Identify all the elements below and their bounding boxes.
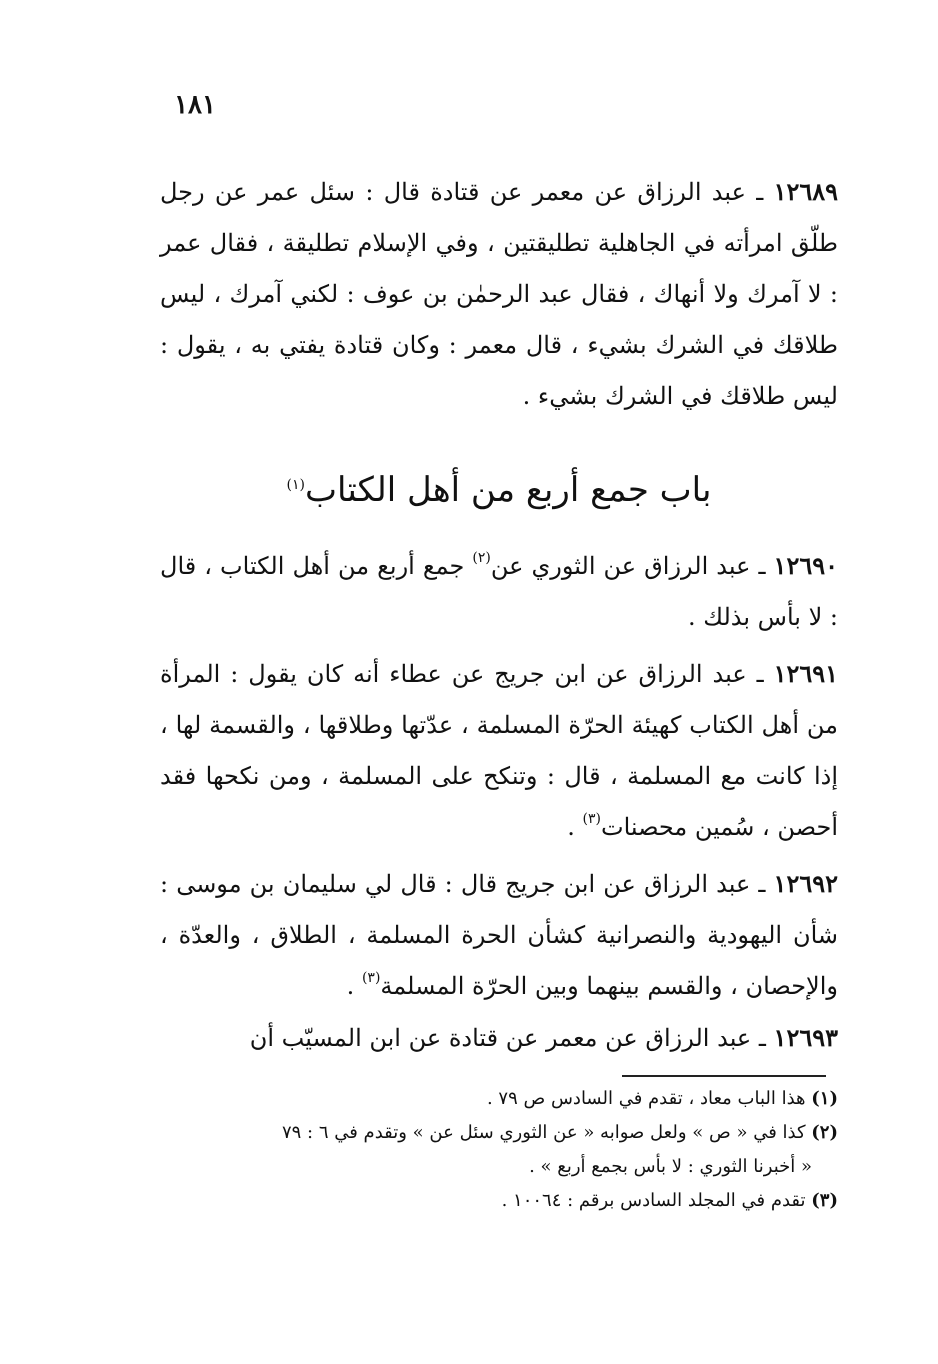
page-number: ١٨١: [174, 90, 216, 120]
hadith-12692: [160, 858, 838, 1012]
chapter-heading: [160, 460, 838, 520]
footnote-ref: (٣): [361, 970, 381, 986]
hadith-number: ١٢٦٩٠: [773, 551, 838, 580]
hadith-text: ـ عبد الرزاق عن ابن جريج قال : قال لي سليمان بن موسى : شأن اليهودية والنصرانية كشأن الحرة المسلمة ، الطلاق ، والعدّة ، والإحصان ، والقسم بينهما وبين الحرّة المسلمة: [160, 870, 838, 1000]
footnote-2-continued: [158, 1150, 838, 1184]
hadith-text: ـ عبد الرزاق عن معمر عن قتادة قال : سئل عمر عن رجل طلّق امرأته في الجاهلية تطليقتين ، وفي الإسلام تطليقة ، فقال عمر : لا آمرك ولا أنهاك ، فقال عبد الرحمٰن بن عوف : لكني آمرك ، ليس طلاقك في الشرك بشيء ، قال معمر : وكان قتادة يفتي به ، يقول : ليس طلاقك في الشرك بشيء .: [160, 178, 838, 410]
footnote-2: [158, 1116, 838, 1150]
footnote-ref: (٣): [582, 811, 601, 827]
hadith-12690: [160, 540, 838, 643]
footnote-text: « أخبرنا الثوري : لا بأس بجمع أربع » .: [529, 1156, 812, 1177]
hadith-12693: [160, 1012, 838, 1064]
footnote-mark: (١): [811, 1088, 838, 1109]
footnote-ref: (١): [286, 477, 305, 493]
footnote-divider: [622, 1075, 826, 1077]
hadith-text: ـ عبد الرزاق عن ابن جريج عن عطاء أنه كان يقول : المرأة من أهل الكتاب كهيئة الحرّة المسلمة ، عدّتها وطلاقها ، والقسمة لها ، إذا كانت مع المسلمة ، قال : وتنكح على المسلمة ، ومن نكحها فقد أحصن ، سُمين محصنات: [160, 660, 838, 841]
footnote-1: [158, 1082, 838, 1116]
footnote-text: هذا الباب معاد ، تقدم في السادس ص ٧٩ .: [486, 1088, 812, 1109]
hadith-12689: [160, 166, 838, 422]
hadith-12691: [160, 648, 838, 853]
hadith-number: ١٢٦٩١: [773, 659, 839, 688]
hadith-text: ـ عبد الرزاق عن الثوري عن: [490, 552, 774, 580]
footnotes: [158, 1082, 838, 1218]
chapter-title: باب جمع أربع من أهل الكتاب: [304, 470, 712, 510]
footnote-mark: (٢): [811, 1122, 838, 1143]
footnote-mark: (٣): [811, 1190, 838, 1211]
footnote-3: [158, 1184, 838, 1218]
hadith-text: ـ عبد الرزاق عن معمر عن قتادة عن ابن المسيّب أن: [249, 1024, 774, 1052]
hadith-number: ١٢٦٨٩: [773, 177, 839, 206]
footnote-text: كذا في « ص » ولعل صوابه « عن الثوري سئل عن » وتقدم في ٦ : ٧٩: [281, 1122, 812, 1143]
hadith-number: ١٢٦٩٣: [773, 1023, 838, 1052]
hadith-number: ١٢٦٩٢: [773, 869, 838, 898]
footnote-ref: (٢): [472, 550, 491, 566]
hadith-text-continued: جمع أربع من أهل الكتاب ، قال : لا بأس بذلك .: [160, 552, 838, 631]
hadith-text-continued: .: [567, 813, 583, 841]
footnote-text: تقدم في المجلد السادس برقم : ١٠٠٦٤ .: [501, 1190, 812, 1211]
hadith-text-continued: .: [346, 972, 362, 1000]
